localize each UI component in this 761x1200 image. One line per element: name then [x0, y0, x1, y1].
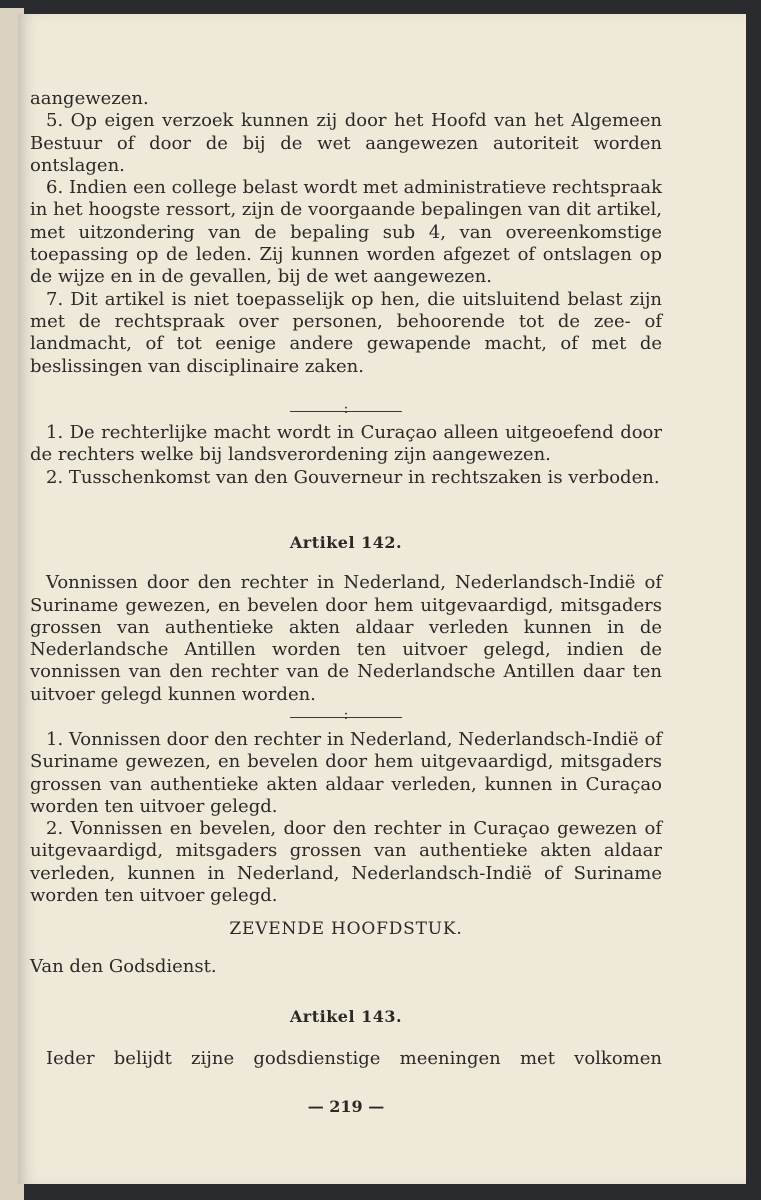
section-divider-2: [30, 708, 662, 730]
paragraph-vonnissen-2: 2. Vonnissen en bevelen, door den rechter in Curaçao gewezen of uitgevaardigd, mitsgaders grossen van authentieke akten aldaar verleden, kunnen in Nederland, Nederlandsch-Indië of Suriname worden ten uitvoer gelegd.: [30, 818, 662, 907]
divider-rule: :: [290, 406, 402, 418]
paragraph-7: 7. Dit artikel is niet toepasselijk op hen, die uitsluitend belast zijn met de rechtspraak over personen, behoorende tot de zee- of landmacht, of tot eenige andere gewapende macht, of met de beslissingen van disciplinaire zaken.: [30, 288, 662, 377]
section-3: [30, 729, 662, 907]
page-text: [30, 88, 662, 378]
divider-rule: :: [290, 712, 402, 724]
article-143-heading: Artikel 143.: [289, 1007, 403, 1026]
chapter-title: ZEVENDE HOOFDSTUK.: [229, 919, 463, 939]
page-footer: [30, 1096, 662, 1118]
paragraph-rechterlijke-macht: 1. De rechterlijke macht wordt in Curaçao alleen uitgeoefend door de rechters welke bij landsverordening zijn aangewezen.: [30, 422, 662, 466]
paragraph-vonnissen-1: 1. Vonnissen door den rechter in Nederland, Nederlandsch-Indië of Suriname gewezen, en bevelen door hem uitgevaardigd, mitsgaders grossen van authentieke akten aldaar verleden, kunnen in Curaçao worden ten uitvoer gelegd.: [30, 729, 662, 817]
article-142-heading: Artikel 142.: [289, 533, 403, 552]
article-143: [30, 1006, 662, 1071]
page-number: — 219 —: [307, 1097, 385, 1116]
paragraph-continuation: aangewezen.: [30, 88, 149, 109]
section-divider-1: [30, 402, 662, 424]
paragraph-6: 6. Indien een college belast wordt met administratieve rechtspraak in het hoogste ressort, zijn de voorgaande bepalingen van dit artikel, met uitzondering van de bepaling sub 4, van overeenkomstige toepassing op de leden. Zij kunnen worden afgezet of ontslagen op de wijze en in de gevallen, bij de wet aangewezen.: [30, 177, 662, 288]
paragraph-tusschenkomst: 2. Tusschenkomst van den Gouverneur in rechtszaken is verboden.: [46, 466, 660, 488]
chapter-subtitle: Van den Godsdienst.: [30, 956, 217, 978]
chapter-7: [30, 918, 662, 979]
section-2: [30, 422, 662, 489]
paragraph-5: 5. Op eigen verzoek kunnen zij door het Hoofd van het Algemeen Bestuur of door de bij de wet aangewezen autoriteit worden ontslagen.: [30, 110, 662, 176]
article-143-text: Ieder belijdt zijne godsdienstige meeningen met volkomen: [46, 1048, 662, 1070]
article-142: [30, 532, 662, 706]
article-142-text: Vonnissen door den rechter in Nederland, Nederlandsch-Indië of Suriname gewezen, en bevelen door hem uitgevaardigd, mitsgaders grossen van authentieke akten aldaar verleden kunnen in de Nederlandsche Antillen worden ten uitvoer gelegd, indien de vonnissen van den rechter van de Nederlandsche Antillen daar ten uitvoer gelegd kunnen worden.: [30, 572, 662, 705]
